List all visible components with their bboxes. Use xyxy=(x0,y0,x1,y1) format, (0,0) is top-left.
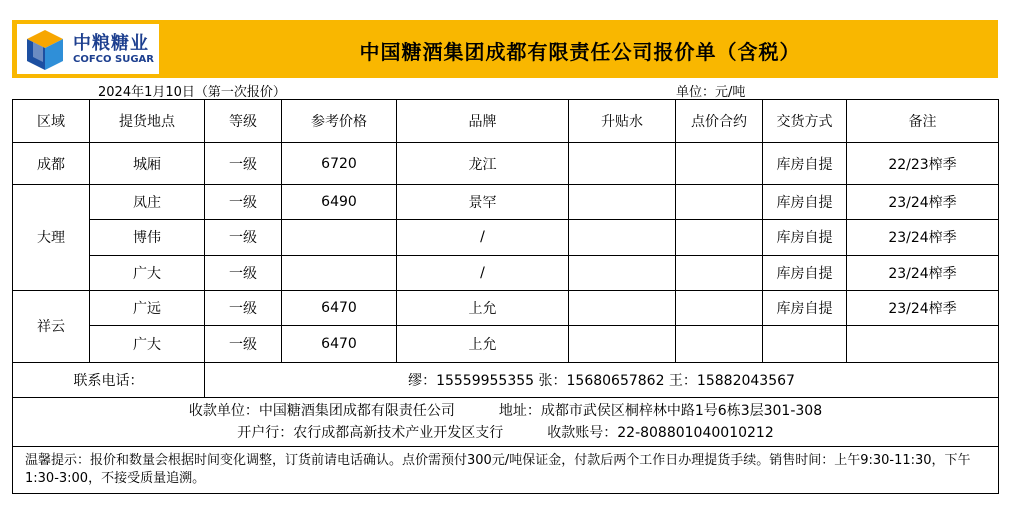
region-cell: 大理 xyxy=(13,184,90,290)
note-cell: 23/24榨季 xyxy=(847,220,999,255)
cofco-sugar-logo xyxy=(17,24,159,74)
contract-cell xyxy=(676,255,763,290)
delivery-cell: 库房自提 xyxy=(763,255,847,290)
price-cell xyxy=(282,220,397,255)
contract-cell xyxy=(676,184,763,219)
delivery-cell: 库房自提 xyxy=(763,184,847,219)
brand-cell: 龙江 xyxy=(397,143,569,184)
brand-cell: / xyxy=(397,255,569,290)
contact-row xyxy=(13,362,999,397)
grade-cell: 一级 xyxy=(205,290,282,325)
premium-cell xyxy=(569,184,676,219)
cube-logo-icon xyxy=(23,28,67,72)
payment-line-1 xyxy=(13,400,998,422)
header-bar xyxy=(12,20,998,78)
grade-cell: 一级 xyxy=(205,255,282,290)
notice-text: 温馨提示：报价和数量会根据时间变化调整，订货前请电话确认。点价需预付300元/吨保证金，付款后两个工作日办理提货手续。销售时间：上午9:30-11:30，下午1:30-3:00，不接受质量追溯。 xyxy=(13,447,999,494)
brand-cell: 景罕 xyxy=(397,184,569,219)
grade-cell: 一级 xyxy=(205,143,282,184)
quote-date: 2024年1月10日（第一次报价） xyxy=(98,85,286,100)
col-header-premium: 升贴水 xyxy=(569,100,676,143)
price-unit: 单位：元/吨 xyxy=(676,85,746,100)
premium-cell xyxy=(569,290,676,325)
payment-line-2 xyxy=(13,422,998,444)
price-cell: 6720 xyxy=(282,143,397,184)
col-header-note: 备注 xyxy=(847,100,999,143)
contract-cell xyxy=(676,326,763,362)
note-cell: 23/24榨季 xyxy=(847,255,999,290)
grade-cell: 一级 xyxy=(205,326,282,362)
col-header-delivery: 交货方式 xyxy=(763,100,847,143)
table-row xyxy=(13,220,999,255)
table-row xyxy=(13,290,999,325)
note-cell: 23/24榨季 xyxy=(847,184,999,219)
note-cell: 23/24榨季 xyxy=(847,290,999,325)
region-cell: 祥云 xyxy=(13,290,90,362)
premium-cell xyxy=(569,255,676,290)
contract-cell xyxy=(676,143,763,184)
location-cell: 广大 xyxy=(90,326,205,362)
location-cell: 城厢 xyxy=(90,143,205,184)
location-cell: 广大 xyxy=(90,255,205,290)
quote-table xyxy=(12,99,999,494)
grade-cell: 一级 xyxy=(205,220,282,255)
contract-cell xyxy=(676,220,763,255)
brand-cell: / xyxy=(397,220,569,255)
brand-cell: 上允 xyxy=(397,290,569,325)
delivery-cell: 库房自提 xyxy=(763,220,847,255)
table-row xyxy=(13,184,999,219)
account: 收款账号：22-808801040010212 xyxy=(547,425,774,442)
delivery-cell: 库房自提 xyxy=(763,143,847,184)
logo-english-text: COFCO SUGAR xyxy=(73,54,154,65)
price-cell: 6490 xyxy=(282,184,397,219)
contract-cell xyxy=(676,290,763,325)
address: 地址：成都市武侯区桐梓林中路1号6栋3层301-308 xyxy=(498,403,823,420)
brand-cell: 上允 xyxy=(397,326,569,362)
notice-row xyxy=(13,447,999,494)
col-header-contract: 点价合约 xyxy=(676,100,763,143)
price-cell: 6470 xyxy=(282,326,397,362)
price-cell: 6470 xyxy=(282,290,397,325)
delivery-cell: 库房自提 xyxy=(763,290,847,325)
location-cell: 凤庄 xyxy=(90,184,205,219)
contact-label: 联系电话： xyxy=(13,362,205,397)
col-header-grade: 等级 xyxy=(205,100,282,143)
grade-cell: 一级 xyxy=(205,184,282,219)
delivery-cell xyxy=(763,326,847,362)
logo-chinese-text: 中粮糖业 xyxy=(73,33,149,54)
table-row xyxy=(13,255,999,290)
premium-cell xyxy=(569,143,676,184)
premium-cell xyxy=(569,326,676,362)
table-header-row xyxy=(13,100,999,143)
payment-row xyxy=(13,397,999,447)
note-cell: 22/23榨季 xyxy=(847,143,999,184)
col-header-location: 提货地点 xyxy=(90,100,205,143)
payment-info xyxy=(13,397,999,447)
note-cell xyxy=(847,326,999,362)
bank: 开户行：农行成都高新技术产业开发区支行 xyxy=(237,425,504,442)
col-header-region: 区域 xyxy=(13,100,90,143)
region-cell: 成都 xyxy=(13,143,90,184)
col-header-brand: 品牌 xyxy=(397,100,569,143)
payee: 收款单位：中国糖酒集团成都有限责任公司 xyxy=(188,403,455,420)
page-title: 中国糖酒集团成都有限责任公司报价单（含税） xyxy=(359,40,801,64)
table-row xyxy=(13,326,999,362)
location-cell: 广远 xyxy=(90,290,205,325)
price-cell xyxy=(282,255,397,290)
table-row xyxy=(13,143,999,184)
location-cell: 博伟 xyxy=(90,220,205,255)
col-header-price: 参考价格 xyxy=(282,100,397,143)
premium-cell xyxy=(569,220,676,255)
contact-phones: 缪：15559955355 张：15680657862 王：15882043567 xyxy=(205,362,999,397)
